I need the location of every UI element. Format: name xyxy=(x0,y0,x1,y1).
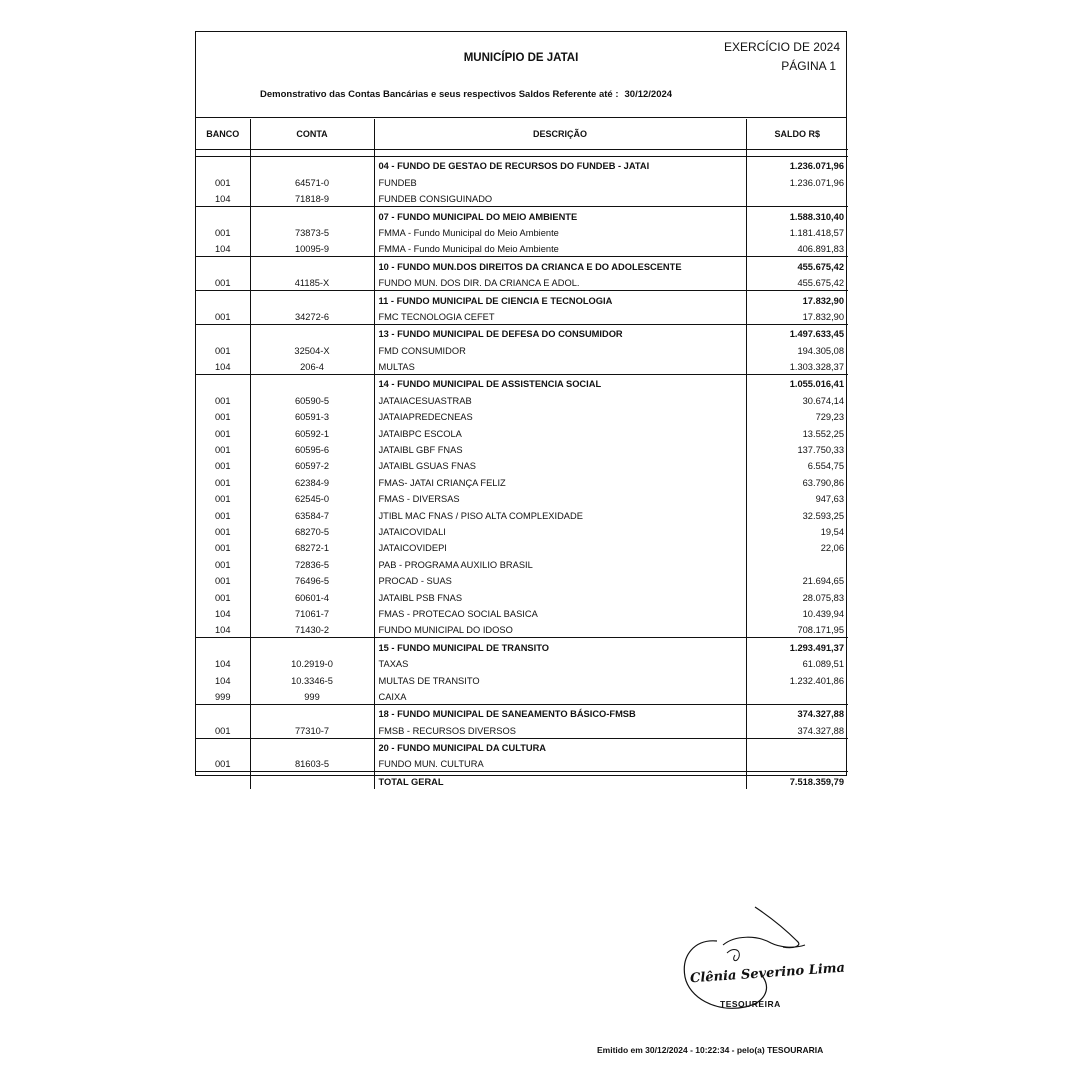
saldo-cell: 13.552,25 xyxy=(746,424,848,440)
banco-cell: 001 xyxy=(214,345,231,356)
banco-cell: 001 xyxy=(214,510,231,521)
descricao-cell: JATAIBL GBF FNAS xyxy=(374,441,746,457)
conta-cell xyxy=(250,772,374,789)
banco-cell: 001 xyxy=(214,576,231,587)
banco-cell: 104 xyxy=(214,659,231,670)
conta-cell: 77310-7 xyxy=(250,721,374,738)
saldo-cell: 1.236.071,96 xyxy=(746,173,848,189)
table-row xyxy=(196,506,848,522)
column-header-saldo: SALDO R$ xyxy=(746,119,848,150)
conta-cell: 71061-7 xyxy=(250,605,374,621)
table-row xyxy=(196,621,848,638)
saldo-cell: 17.832,90 xyxy=(746,308,848,325)
conta-cell xyxy=(250,257,374,274)
conta-cell xyxy=(250,704,374,721)
table-row xyxy=(196,539,848,555)
saldo-cell: 1.181.418,57 xyxy=(746,224,848,240)
report-header xyxy=(196,32,846,118)
conta-cell: 10.2919-0 xyxy=(250,655,374,671)
banco-cell: 001 xyxy=(214,559,231,570)
banco-cell xyxy=(196,772,250,789)
banco-cell: 001 xyxy=(214,461,231,472)
report-subtitle xyxy=(260,89,672,100)
conta-cell: 71430-2 xyxy=(250,621,374,638)
descricao-cell: FMAS - PROTECAO SOCIAL BASICA xyxy=(374,605,746,621)
descricao-cell: PAB - PROGRAMA AUXILIO BRASIL xyxy=(374,555,746,571)
banco-cell: 104 xyxy=(214,675,231,686)
banco-cell: 001 xyxy=(214,445,231,456)
saldo-cell: 947,63 xyxy=(746,490,848,506)
saldo-cell xyxy=(746,190,848,207)
conta-cell: 60595-6 xyxy=(250,441,374,457)
saldo-cell: 7.518.359,79 xyxy=(746,772,848,789)
table-row xyxy=(196,688,848,705)
saldo-cell: 137.750,33 xyxy=(746,441,848,457)
table-body xyxy=(196,150,848,789)
table-row xyxy=(196,457,848,473)
banco-cell: 001 xyxy=(214,177,231,188)
conta-cell: 64571-0 xyxy=(250,173,374,189)
saldo-cell xyxy=(746,555,848,571)
banco-cell: 001 xyxy=(214,477,231,488)
column-header-descricao: DESCRIÇÃO xyxy=(374,119,746,150)
conta-cell: 71818-9 xyxy=(250,190,374,207)
conta-cell: 68272-1 xyxy=(250,539,374,555)
saldo-cell: 28.075,83 xyxy=(746,588,848,604)
municipality-title: MUNICÍPIO DE JATAI xyxy=(463,52,579,64)
table-row xyxy=(196,190,848,207)
descricao-cell: FMSB - RECURSOS DIVERSOS xyxy=(374,721,746,738)
banco-cell: 999 xyxy=(214,691,231,702)
conta-cell: 60591-3 xyxy=(250,408,374,424)
fund-group-row xyxy=(196,638,848,655)
conta-cell xyxy=(250,291,374,308)
fund-group-row xyxy=(196,157,848,174)
table-row xyxy=(196,721,848,738)
banco-cell xyxy=(196,207,250,224)
column-header-banco: BANCO xyxy=(196,119,250,150)
saldo-cell: 61.089,51 xyxy=(746,655,848,671)
conta-cell: 60590-5 xyxy=(250,391,374,407)
table-row xyxy=(196,408,848,424)
table-row xyxy=(196,671,848,687)
descricao-cell: FMMA - Fundo Municipal do Meio Ambiente xyxy=(374,240,746,257)
banco-cell xyxy=(196,375,250,392)
conta-cell: 41185-X xyxy=(250,274,374,291)
table-row xyxy=(196,572,848,588)
table-row xyxy=(196,308,848,325)
descricao-cell: FMMA - Fundo Municipal do Meio Ambiente xyxy=(374,224,746,240)
descricao-cell: CAIXA xyxy=(374,688,746,705)
descricao-cell: JATAIACESUASTRAB xyxy=(374,391,746,407)
descricao-cell: TOTAL GERAL xyxy=(374,772,746,789)
table-row xyxy=(196,441,848,457)
table-header-row xyxy=(196,119,848,150)
table-row xyxy=(196,274,848,291)
accounts-table xyxy=(196,119,848,789)
conta-cell: 63584-7 xyxy=(250,506,374,522)
saldo-cell: 1.055.016,41 xyxy=(746,375,848,392)
descricao-cell: FMD CONSUMIDOR xyxy=(374,341,746,357)
saldo-cell: 1.497.633,45 xyxy=(746,324,848,341)
saldo-cell: 1.293.491,37 xyxy=(746,638,848,655)
saldo-cell: 374.327,88 xyxy=(746,704,848,721)
saldo-cell: 1.232.401,86 xyxy=(746,671,848,687)
saldo-cell: 1.236.071,96 xyxy=(746,157,848,174)
descricao-cell: JATAICOVIDEPI xyxy=(374,539,746,555)
table-row xyxy=(196,424,848,440)
descricao-cell: JATAIBPC ESCOLA xyxy=(374,424,746,440)
descricao-cell: FUNDO MUN. DOS DIR. DA CRIANCA E ADOL. xyxy=(374,274,746,291)
descricao-cell: 20 - FUNDO MUNICIPAL DA CULTURA xyxy=(374,738,746,755)
signature-role: TESOUREIRA xyxy=(720,999,781,1009)
banco-cell xyxy=(196,704,250,721)
table-row xyxy=(196,391,848,407)
conta-cell xyxy=(250,157,374,174)
saldo-cell: 1.303.328,37 xyxy=(746,358,848,375)
banco-cell: 001 xyxy=(214,526,231,537)
saldo-cell: 455.675,42 xyxy=(746,274,848,291)
saldo-cell: 17.832,90 xyxy=(746,291,848,308)
table-spacer-row xyxy=(196,150,848,157)
conta-cell: 72836-5 xyxy=(250,555,374,571)
saldo-cell: 729,23 xyxy=(746,408,848,424)
banco-cell: 001 xyxy=(214,759,231,770)
banco-cell: 104 xyxy=(214,244,231,255)
conta-cell: 76496-5 xyxy=(250,572,374,588)
banco-cell xyxy=(196,257,250,274)
conta-cell: 68270-5 xyxy=(250,523,374,539)
saldo-cell: 19,54 xyxy=(746,523,848,539)
banco-cell xyxy=(196,738,250,755)
conta-cell: 60601-4 xyxy=(250,588,374,604)
fund-group-row xyxy=(196,738,848,755)
descricao-cell: FUNDO MUN. CULTURA xyxy=(374,755,746,772)
conta-cell: 10095-9 xyxy=(250,240,374,257)
table-row xyxy=(196,173,848,189)
conta-cell: 999 xyxy=(250,688,374,705)
saldo-cell: 194.305,08 xyxy=(746,341,848,357)
column-header-conta: CONTA xyxy=(250,119,374,150)
descricao-cell: JATAIBL GSUAS FNAS xyxy=(374,457,746,473)
fund-group-row xyxy=(196,257,848,274)
table-row xyxy=(196,224,848,240)
descricao-cell: MULTAS xyxy=(374,358,746,375)
banco-cell: 001 xyxy=(214,395,231,406)
total-row xyxy=(196,772,848,789)
conta-cell: 62545-0 xyxy=(250,490,374,506)
table-row xyxy=(196,588,848,604)
saldo-cell xyxy=(746,755,848,772)
descricao-cell: 18 - FUNDO MUNICIPAL DE SANEAMENTO BÁSICO-FMSB xyxy=(374,704,746,721)
conta-cell xyxy=(250,638,374,655)
banco-cell: 104 xyxy=(214,194,231,205)
descricao-cell: 11 - FUNDO MUNICIPAL DE CIENCIA E TECNOLOGIA xyxy=(374,291,746,308)
saldo-cell: 1.588.310,40 xyxy=(746,207,848,224)
conta-cell: 60592-1 xyxy=(250,424,374,440)
reference-date: 30/12/2024 xyxy=(624,89,673,100)
fund-group-row xyxy=(196,704,848,721)
banco-cell: 001 xyxy=(214,725,231,736)
descricao-cell: 07 - FUNDO MUNICIPAL DO MEIO AMBIENTE xyxy=(374,207,746,224)
descricao-cell: JTIBL MAC FNAS / PISO ALTA COMPLEXIDADE xyxy=(374,506,746,522)
banco-cell: 001 xyxy=(214,412,231,423)
descricao-cell: FUNDO MUNICIPAL DO IDOSO xyxy=(374,621,746,638)
conta-cell: 34272-6 xyxy=(250,308,374,325)
banco-cell xyxy=(196,638,250,655)
table-row xyxy=(196,523,848,539)
banco-cell: 001 xyxy=(214,428,231,439)
saldo-cell: 63.790,86 xyxy=(746,473,848,489)
fund-group-row xyxy=(196,291,848,308)
conta-cell xyxy=(250,375,374,392)
fiscal-year-label: EXERCÍCIO DE 2024 xyxy=(723,40,840,54)
banco-cell: 104 xyxy=(214,625,231,636)
descricao-cell: FUNDEB xyxy=(374,173,746,189)
table-row xyxy=(196,473,848,489)
report-document xyxy=(195,31,847,787)
banco-cell: 001 xyxy=(214,278,231,289)
saldo-cell: 708.171,95 xyxy=(746,621,848,638)
saldo-cell xyxy=(746,688,848,705)
fund-group-row xyxy=(196,207,848,224)
descricao-cell: 14 - FUNDO MUNICIPAL DE ASSISTENCIA SOCIAL xyxy=(374,375,746,392)
banco-cell: 001 xyxy=(214,311,231,322)
descricao-cell: 13 - FUNDO MUNICIPAL DE DEFESA DO CONSUMIDOR xyxy=(374,324,746,341)
saldo-cell: 32.593,25 xyxy=(746,506,848,522)
conta-cell: 81603-5 xyxy=(250,755,374,772)
banco-cell xyxy=(196,291,250,308)
descricao-cell: 10 - FUNDO MUN.DOS DIREITOS DA CRIANCA E DO ADOLESCENTE xyxy=(374,257,746,274)
descricao-cell: FMAS- JATAI CRIANÇA FELIZ xyxy=(374,473,746,489)
table-row xyxy=(196,655,848,671)
saldo-cell: 374.327,88 xyxy=(746,721,848,738)
table-row xyxy=(196,555,848,571)
table-row xyxy=(196,341,848,357)
banco-cell: 001 xyxy=(214,592,231,603)
emission-footer: Emitido em 30/12/2024 - 10:22:34 - pelo(a) TESOURARIA xyxy=(597,1045,824,1055)
descricao-cell: MULTAS DE TRANSITO xyxy=(374,671,746,687)
descricao-cell: 04 - FUNDO DE GESTAO DE RECURSOS DO FUNDEB - JATAI xyxy=(374,157,746,174)
banco-cell xyxy=(196,157,250,174)
banco-cell: 001 xyxy=(214,227,231,238)
conta-cell: 206-4 xyxy=(250,358,374,375)
saldo-cell: 21.694,65 xyxy=(746,572,848,588)
signature-name: Clênia Severino Lima xyxy=(689,960,846,987)
conta-cell: 62384-9 xyxy=(250,473,374,489)
descricao-cell: TAXAS xyxy=(374,655,746,671)
descricao-cell: FMAS - DIVERSAS xyxy=(374,490,746,506)
banco-cell: 001 xyxy=(214,494,231,505)
descricao-cell: PROCAD - SUAS xyxy=(374,572,746,588)
saldo-cell xyxy=(746,738,848,755)
saldo-cell: 455.675,42 xyxy=(746,257,848,274)
conta-cell: 73873-5 xyxy=(250,224,374,240)
descricao-cell: 15 - FUNDO MUNICIPAL DE TRANSITO xyxy=(374,638,746,655)
table-row xyxy=(196,755,848,772)
descricao-cell: JATAICOVIDALI xyxy=(374,523,746,539)
fund-group-row xyxy=(196,324,848,341)
saldo-cell: 406.891,83 xyxy=(746,240,848,257)
saldo-cell: 22,06 xyxy=(746,539,848,555)
saldo-cell: 6.554,75 xyxy=(746,457,848,473)
subtitle-text: Demonstrativo das Contas Bancárias e seus respectivos Saldos Referente até : xyxy=(260,89,619,100)
conta-cell xyxy=(250,207,374,224)
banco-cell: 001 xyxy=(214,543,231,554)
table-row xyxy=(196,490,848,506)
conta-cell: 32504-X xyxy=(250,341,374,357)
table-row xyxy=(196,358,848,375)
descricao-cell: FUNDEB CONSIGUINADO xyxy=(374,190,746,207)
descricao-cell: JATAIAPREDECNEAS xyxy=(374,408,746,424)
table-row xyxy=(196,605,848,621)
banco-cell xyxy=(196,324,250,341)
page-number-label: PÁGINA 1 xyxy=(781,59,836,73)
descricao-cell: FMC TECNOLOGIA CEFET xyxy=(374,308,746,325)
banco-cell: 104 xyxy=(214,608,231,619)
conta-cell xyxy=(250,324,374,341)
conta-cell: 10.3346-5 xyxy=(250,671,374,687)
table-row xyxy=(196,240,848,257)
descricao-cell: JATAIBL PSB FNAS xyxy=(374,588,746,604)
banco-cell: 104 xyxy=(214,362,231,373)
saldo-cell: 10.439,94 xyxy=(746,605,848,621)
fund-group-row xyxy=(196,375,848,392)
conta-cell: 60597-2 xyxy=(250,457,374,473)
conta-cell xyxy=(250,738,374,755)
saldo-cell: 30.674,14 xyxy=(746,391,848,407)
